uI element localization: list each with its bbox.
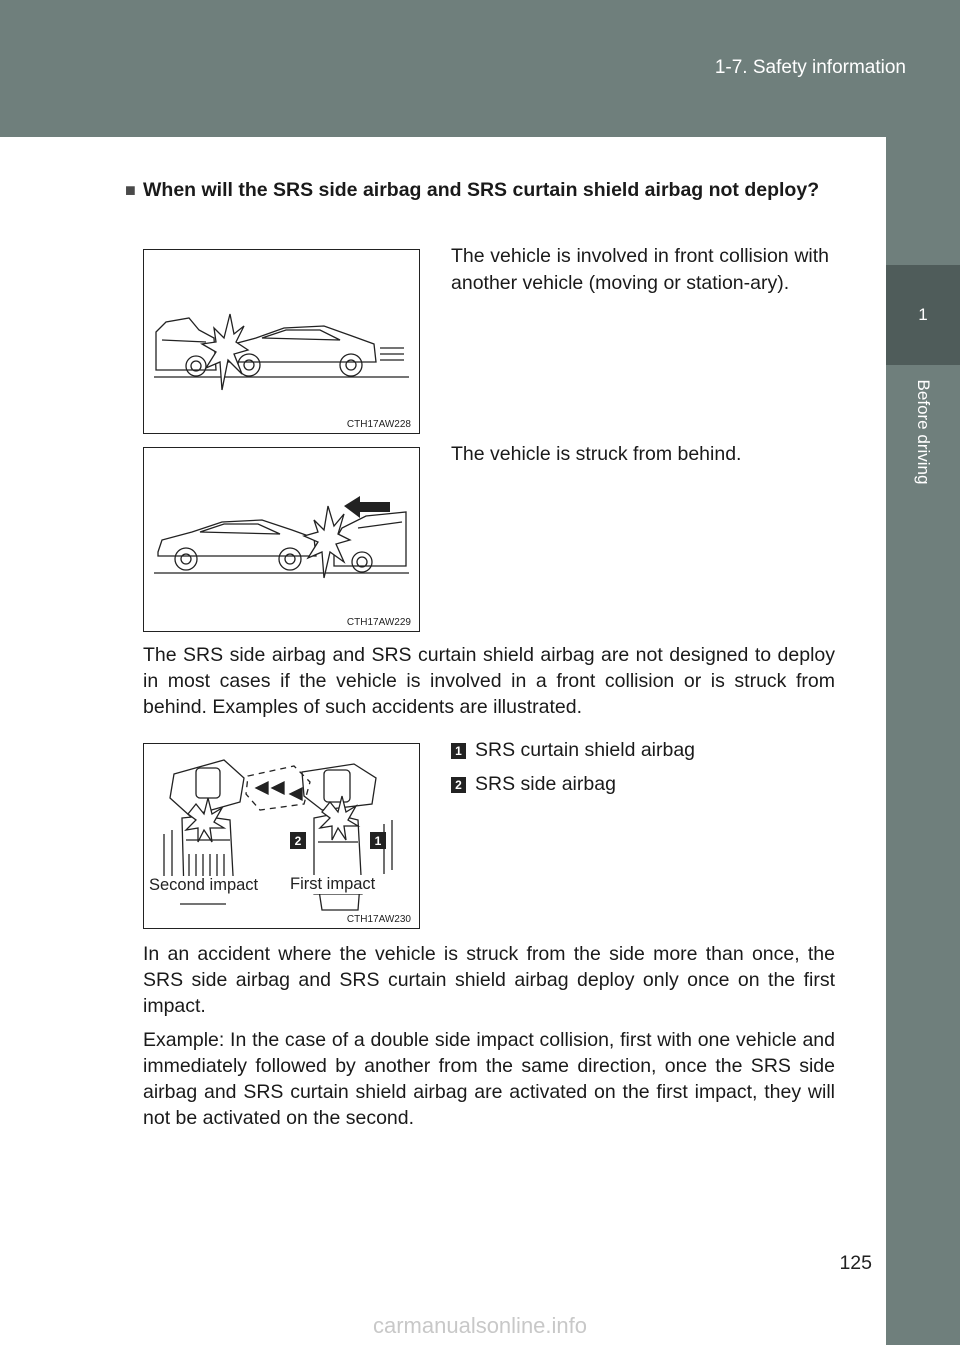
front-collision-illustration: [144, 250, 419, 433]
second-impact-label: Second impact: [149, 876, 259, 894]
square-bullet-icon: ■: [125, 180, 136, 200]
figure-1-caption: The vehicle is involved in front collision with another vehicle (moving or station-ary).: [451, 245, 829, 294]
figure-front-collision: [143, 249, 420, 434]
paragraph-not-designed: The SRS side airbag and SRS curtain shield airbag are not designed to deploy in most cases if the vehicle is involved in a front collision or is struck from behind. Examples of such accidents are illustrated.: [143, 644, 835, 718]
side-tab: [886, 137, 960, 265]
paragraph-example: Example: In the case of a double side impact collision, first with one vehicle and immediately followed by another from the same direction, once the SRS side airbag and SRS curtain shield airbag are activated on the first impact, they will not be activated on the second.: [143, 1029, 835, 1129]
section-title: 1-7. Safety information: [714, 57, 906, 78]
svg-text:1: 1: [374, 834, 382, 848]
number-badge: 2: [451, 777, 466, 793]
figure-side-impact: [143, 743, 420, 929]
page-number: 125: [839, 1252, 872, 1274]
figure-rear-collision: [143, 447, 420, 632]
section-heading: [125, 175, 837, 205]
legend-label: SRS curtain shield airbag: [475, 739, 696, 761]
number-badge: 1: [451, 743, 466, 759]
figure-2-caption: The vehicle is struck from behind.: [451, 443, 742, 465]
figure-code: CTH17AW228: [346, 419, 411, 430]
side-impact-illustration: [144, 744, 419, 928]
first-impact-label: First impact: [290, 875, 376, 893]
svg-text:2: 2: [294, 834, 302, 848]
paragraph-first-impact: In an accident where the vehicle is struck from the side more than once, the SRS side airbag and SRS curtain shield airbag deploy only once on the first impact.: [143, 943, 835, 1017]
heading-text: When will the SRS side airbag and SRS curtain shield airbag not deploy?: [143, 179, 820, 201]
legend-item-1: [451, 739, 695, 762]
chapter-number: 1: [886, 265, 960, 365]
rear-collision-illustration: [144, 448, 419, 631]
figure-code: CTH17AW229: [346, 617, 411, 628]
chapter-title: Before driving: [914, 379, 933, 485]
figure-code: CTH17AW230: [346, 914, 411, 925]
legend-label: SRS side airbag: [475, 773, 616, 795]
side-tab-lower: [886, 365, 960, 1345]
legend-item-2: [451, 773, 616, 796]
watermark: carmanualsonline.info: [372, 1313, 588, 1338]
callout-badges: [290, 832, 386, 849]
